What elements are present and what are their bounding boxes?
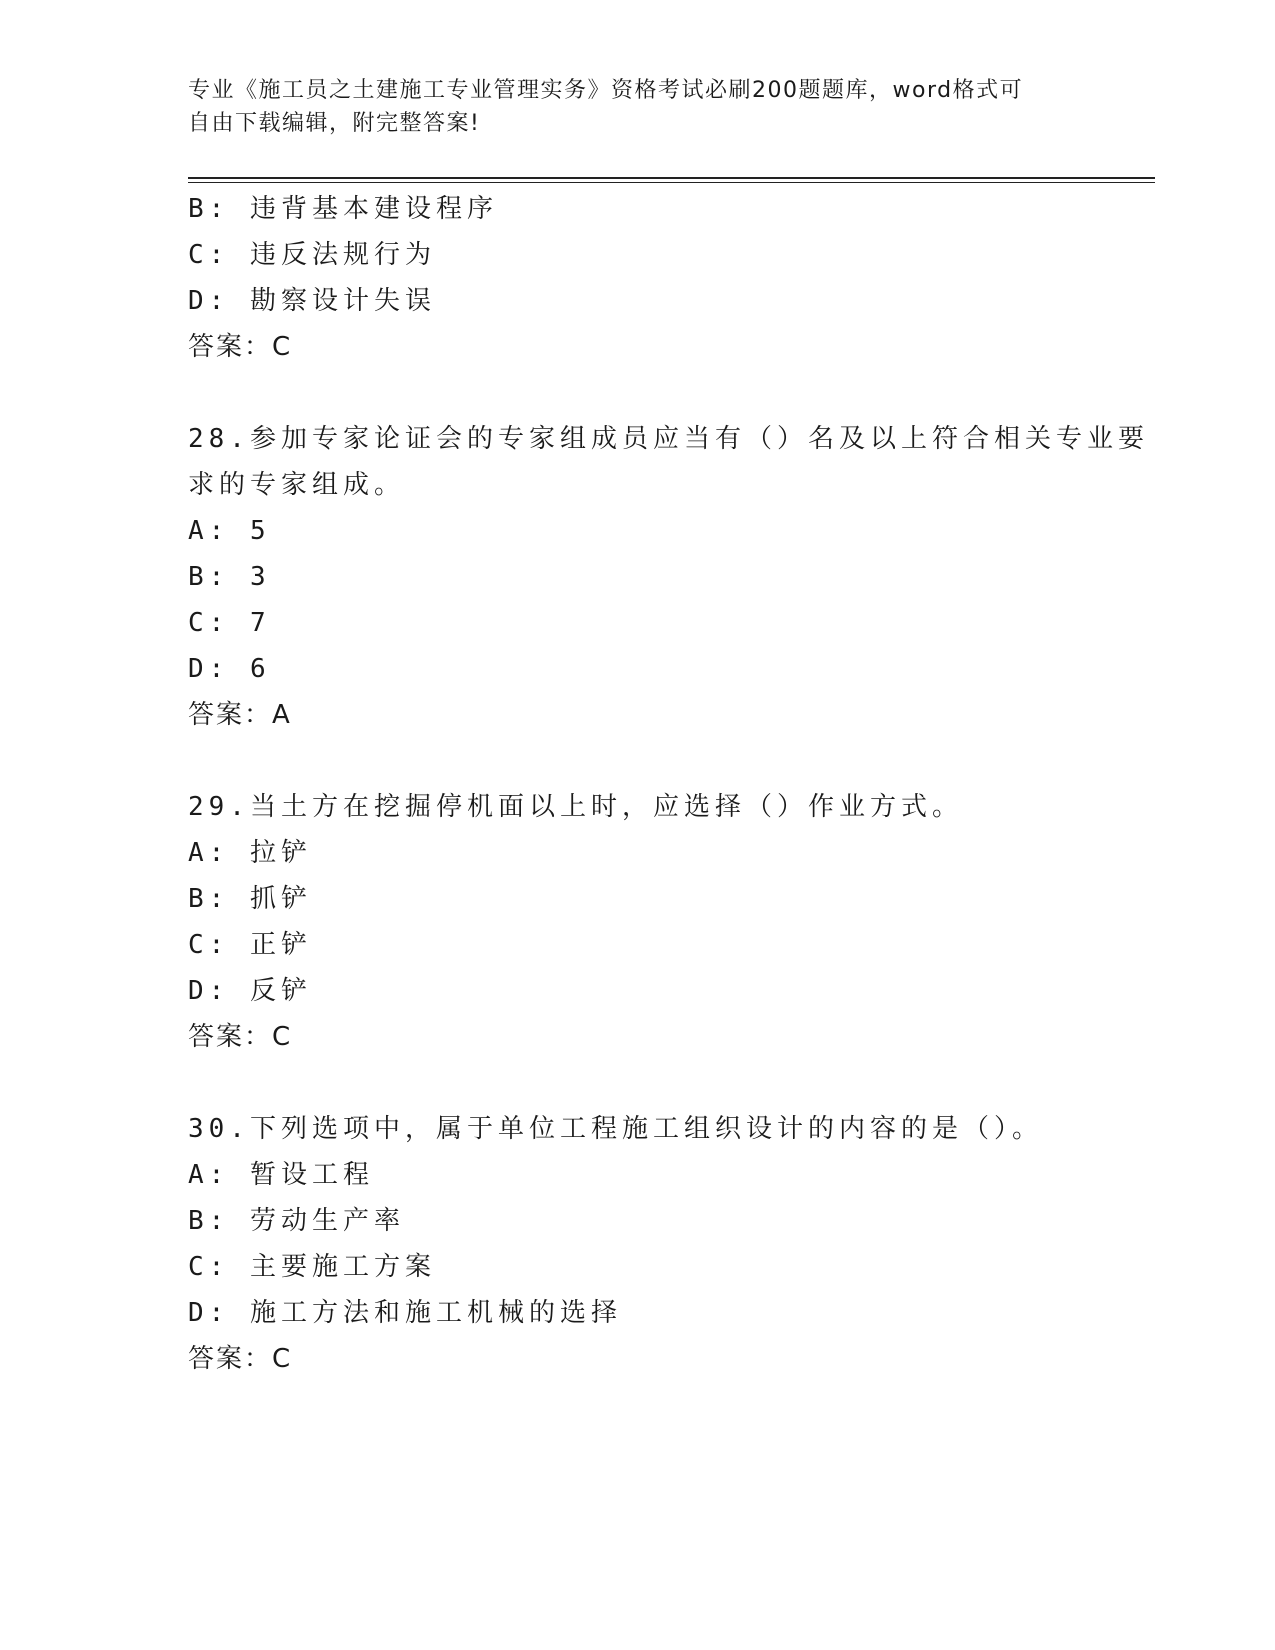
- answer-line: 答案：C: [188, 1022, 293, 1052]
- document-header: [188, 74, 1088, 140]
- header-line-1: 专业《施工员之土建施工专业管理实务》资格考试必刷200题题库，word格式可: [188, 78, 1024, 103]
- question-stem-cont: 求的专家组成。: [188, 470, 406, 500]
- option-d: D: 6: [188, 654, 271, 684]
- question-list: [188, 186, 1148, 1382]
- option-a: A: 5: [188, 516, 271, 546]
- option-c: C: 主要施工方案: [188, 1252, 436, 1282]
- option-b: B: 违背基本建设程序: [188, 194, 498, 224]
- option-b: B: 劳动生产率: [188, 1206, 405, 1236]
- option-b: B: 3: [188, 562, 271, 592]
- question-30: [188, 1106, 1148, 1382]
- question-stem: 30.下列选项中，属于单位工程施工组织设计的内容的是（）。: [188, 1114, 1043, 1144]
- answer-line: 答案：C: [188, 1344, 293, 1374]
- option-b: B: 抓铲: [188, 884, 312, 914]
- question-stem: 28.参加专家论证会的专家组成员应当有（）名及以上符合相关专业要: [188, 424, 1149, 454]
- question-stem: 29.当土方在挖掘停机面以上时，应选择（）作业方式。: [188, 792, 963, 822]
- answer-line: 答案：C: [188, 332, 293, 362]
- option-c: C: 正铲: [188, 930, 312, 960]
- option-a: A: 拉铲: [188, 838, 312, 868]
- question-27-tail: [188, 186, 1148, 370]
- question-29: [188, 784, 1148, 1060]
- question-28: [188, 416, 1148, 738]
- header-line-2: 自由下载编辑，附完整答案!: [188, 111, 481, 136]
- option-c: C: 违反法规行为: [188, 240, 436, 270]
- option-d: D: 勘察设计失误: [188, 286, 436, 316]
- option-a: A: 暂设工程: [188, 1160, 374, 1190]
- option-d: D: 反铲: [188, 976, 312, 1006]
- option-c: C: 7: [188, 608, 271, 638]
- header-divider: [188, 177, 1155, 183]
- answer-line: 答案：A: [188, 700, 292, 730]
- option-d: D: 施工方法和施工机械的选择: [188, 1298, 622, 1328]
